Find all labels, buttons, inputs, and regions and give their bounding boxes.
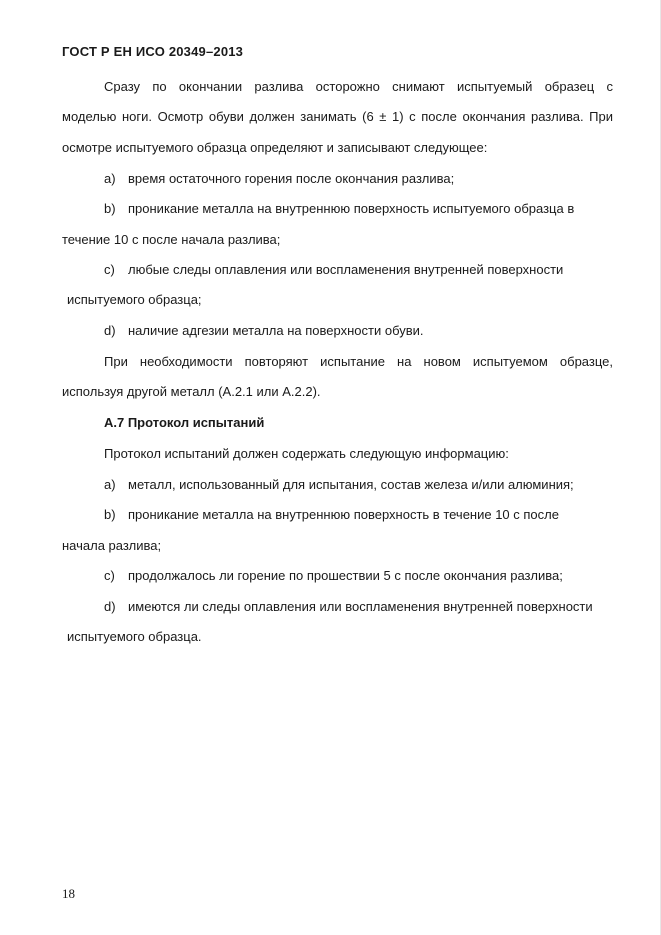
list-marker: c) (104, 262, 115, 277)
paragraph-1-line-1: Сразу по окончании разлива осторожно снимают испытуемый образец с (104, 79, 613, 94)
list-marker: a) (104, 477, 116, 492)
list-item-text: любые следы оплавления или воспламенения внутренней поверхности (128, 262, 564, 277)
list-2-item-b-continuation: начала разлива; (62, 538, 162, 553)
list-1-item-d (104, 323, 424, 338)
list-2-item-d (104, 599, 593, 614)
section-heading: А.7 Протокол испытаний (104, 415, 265, 430)
list-item-text: наличие адгезии металла на поверхности обуви. (128, 323, 424, 338)
paragraph-2-line-2: используя другой металл (А.2.1 или А.2.2). (62, 384, 321, 399)
list-item-text: металл, использованный для испытания, состав железа и/или алюминия; (128, 477, 574, 492)
list-2-item-b (104, 507, 559, 522)
list-2-item-a (104, 477, 574, 492)
list-marker: b) (104, 201, 116, 216)
page-number: 18 (62, 886, 75, 901)
list-1-item-b (104, 201, 574, 216)
paragraph-3: Протокол испытаний должен содержать следующую информацию: (104, 446, 509, 461)
document-header: ГОСТ Р ЕН ИСО 20349–2013 (62, 44, 244, 59)
list-2-item-c (104, 568, 563, 583)
list-2-item-d-continuation: испытуемого образца. (67, 629, 202, 644)
list-marker: d) (104, 323, 116, 338)
list-item-text: время остаточного горения после окончания разлива; (128, 171, 455, 186)
list-item-text: продолжалось ли горение по прошествии 5 с после окончания разлива; (128, 568, 563, 583)
list-1-item-c (104, 262, 563, 277)
paragraph-1-line-2: моделью ноги. Осмотр обуви должен занимать (6 ± 1) с после окончания разлива. При (62, 109, 613, 124)
paragraph-2-line-1: При необходимости повторяют испытание на новом испытуемом образце, (104, 354, 613, 369)
list-marker: c) (104, 568, 115, 583)
list-item-text: проникание металла на внутреннюю поверхность испытуемого образца в (128, 201, 575, 216)
list-marker: d) (104, 599, 116, 614)
list-marker: a) (104, 171, 116, 186)
list-marker: b) (104, 507, 116, 522)
paragraph-1-line-3: осмотре испытуемого образца определяют и записывают следующее: (62, 140, 488, 155)
list-1-item-b-continuation: течение 10 с после начала разлива; (62, 232, 281, 247)
list-1-item-a (104, 171, 454, 186)
list-1-item-c-continuation: испытуемого образца; (67, 292, 202, 307)
list-item-text: проникание металла на внутреннюю поверхность в течение 10 с после (128, 507, 559, 522)
list-item-text: имеются ли следы оплавления или воспламенения внутренней поверхности (128, 599, 593, 614)
